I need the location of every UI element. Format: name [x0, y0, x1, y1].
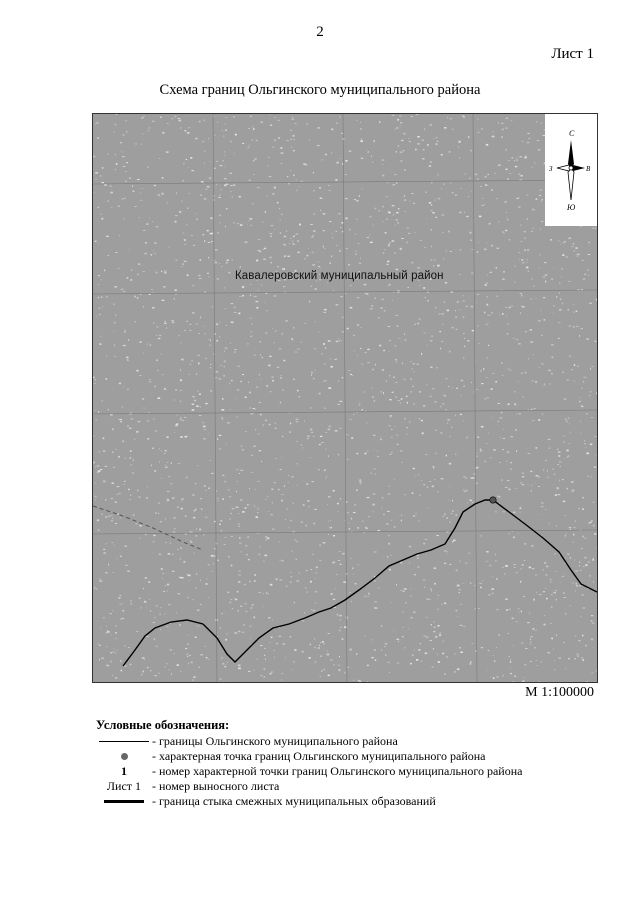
sheet-label: Лист 1 [551, 46, 594, 62]
dot-icon [121, 753, 128, 760]
legend-description: - номер выносного листа [152, 779, 280, 793]
legend-heading: Условные обозначения: [96, 718, 230, 732]
legend-item [96, 794, 522, 809]
legend-description: - номер характерной точки границ Ольгинского муниципального района [152, 764, 523, 778]
sheet-number-symbol: Лист 1 [106, 779, 142, 793]
legend [96, 718, 522, 809]
neighbor-district-label: Кавалеровский муниципальный район [235, 270, 444, 282]
map-canvas [93, 114, 597, 682]
neighbor-boundary-line [93, 506, 203, 550]
compass-east-label: В [586, 165, 591, 173]
legend-description: - характерная точка границ Ольгинского муниципального района [152, 749, 486, 763]
map-scale: М 1:100000 [525, 685, 594, 700]
map-grid [93, 114, 597, 682]
legend-item [96, 779, 522, 794]
page-number: 2 [316, 24, 324, 40]
compass-north-label: С [569, 129, 575, 138]
compass-rose [545, 114, 597, 226]
legend-description: - граница стыка смежных муниципальных образований [152, 794, 436, 808]
thick-line-icon [104, 800, 144, 803]
compass-west-label: З [549, 165, 553, 173]
compass-star-icon [557, 140, 585, 200]
legend-description: - границы Ольгинского муниципального района [152, 734, 398, 748]
point-number-symbol: 1 [121, 764, 127, 778]
legend-item [96, 764, 522, 779]
legend-item [96, 734, 522, 749]
district-boundary-line [123, 500, 597, 666]
legend-item [96, 749, 522, 764]
topographic-map[interactable] [92, 113, 598, 683]
map-title: Схема границ Ольгинского муниципального района [159, 82, 481, 98]
compass-south-label: Ю [567, 203, 576, 212]
thin-line-icon [99, 741, 149, 742]
boundary-point-marker [490, 497, 496, 503]
